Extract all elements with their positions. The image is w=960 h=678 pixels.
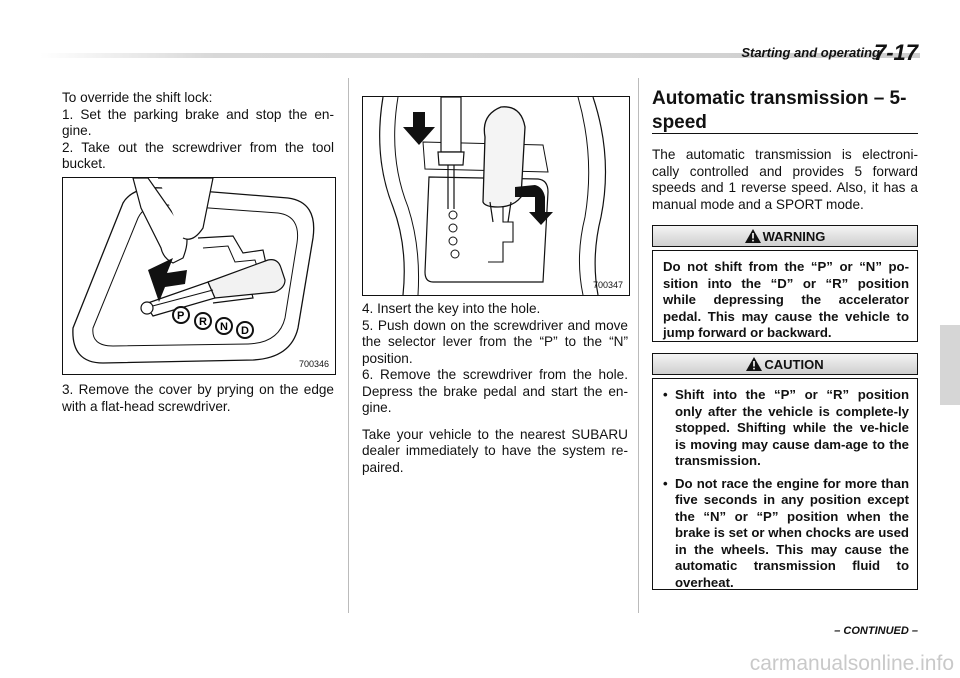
caution-label: CAUTION <box>764 357 824 372</box>
warning-triangle-icon <box>745 229 761 243</box>
section-heading: Automatic transmission – 5-speed <box>652 88 907 133</box>
step-5: 5. Push down on the screwdriver and move the selector lever from the “P” to the “N” position. <box>362 317 628 366</box>
illustration-selector-lever <box>363 97 629 295</box>
section-heading-block <box>652 87 918 135</box>
step-1: 1. Set the parking brake and stop the en-gine. <box>62 106 334 138</box>
figure-code-700346: 700346 <box>298 359 329 369</box>
dealer-note: Take your vehicle to the nearest SUBARU dealer immediately to have the system re-paired. <box>362 426 628 475</box>
watermark: carmanualsonline.info <box>749 652 954 675</box>
step-6: 6. Remove the screwdriver from the hole. Depress the brake pedal and start the en-gine. <box>362 367 628 415</box>
heading-rule <box>652 133 918 134</box>
gear-letter-d: D <box>241 325 249 337</box>
warning-header <box>652 225 918 247</box>
column-divider-2 <box>638 78 639 613</box>
caution-triangle-icon <box>746 357 762 371</box>
left-column <box>62 90 334 173</box>
section-title: Starting and operating <box>741 45 880 60</box>
middle-column-text <box>362 301 628 476</box>
gear-letter-p: P <box>177 310 185 322</box>
figure-selector-lever <box>362 96 630 296</box>
step-2: 2. Take out the screwdriver from the tool bucket. <box>62 139 334 171</box>
column-divider-1 <box>348 78 349 613</box>
gear-letter-r: R <box>199 316 207 328</box>
step-3-block <box>62 382 334 415</box>
intro-text: To override the shift lock: <box>62 90 213 105</box>
page-number: 7-17 <box>873 40 918 65</box>
figure-code-700347: 700347 <box>592 280 623 290</box>
continued-label: – CONTINUED – <box>834 625 918 637</box>
caution-item-text: Shift into the “P” or “R” position only after the vehicle is complete-ly stopped. Shifting while the ve-hicle is moving may cause dam-age to the transmission. <box>675 387 909 468</box>
figure-shift-cover <box>62 177 336 375</box>
step-3: 3. Remove the cover by prying on the edge with a flat-head screwdriver. <box>62 382 334 414</box>
side-thumb-tab <box>940 325 960 405</box>
warning-text: Do not shift from the “P” or “N” po-sition into the “D” or “R” position while depressing the accelerator pedal. This may cause the vehicle to jump forward or backward. <box>663 259 909 340</box>
caution-box <box>652 378 918 590</box>
caution-item: • Do not race the engine for more than five seconds in any position except the “N” or “P” position when the brake is set or when chocks are used in the wheels. This may cause the automatic transmission fluid to overheat. <box>663 475 909 590</box>
caution-item-text: Do not race the engine for more than five seconds in any position except the “N” or “P” position when the brake is set or when chocks are used in the wheels. This may cause the automatic transmission fluid to overheat. <box>675 475 909 590</box>
intro-paragraph <box>652 147 918 213</box>
warning-label: WARNING <box>762 229 826 244</box>
caution-item: • Shift into the “P” or “R” position only after the vehicle is complete-ly stopped. Shifting while the ve-hicle is moving may cause dam-age to the transmission. <box>663 387 909 468</box>
caution-list <box>663 387 909 591</box>
step-4: 4. Insert the key into the hole. <box>362 301 541 316</box>
warning-box <box>652 250 918 342</box>
illustration-shift-cover <box>63 178 335 374</box>
caution-header <box>652 353 918 375</box>
gear-letter-n: N <box>220 321 228 333</box>
transmission-description: The automatic transmission is electroni-cally controlled and provides 5 forward speeds and 1 reverse speed. Also, it has a manual mode and a SPORT mode. <box>652 147 918 212</box>
